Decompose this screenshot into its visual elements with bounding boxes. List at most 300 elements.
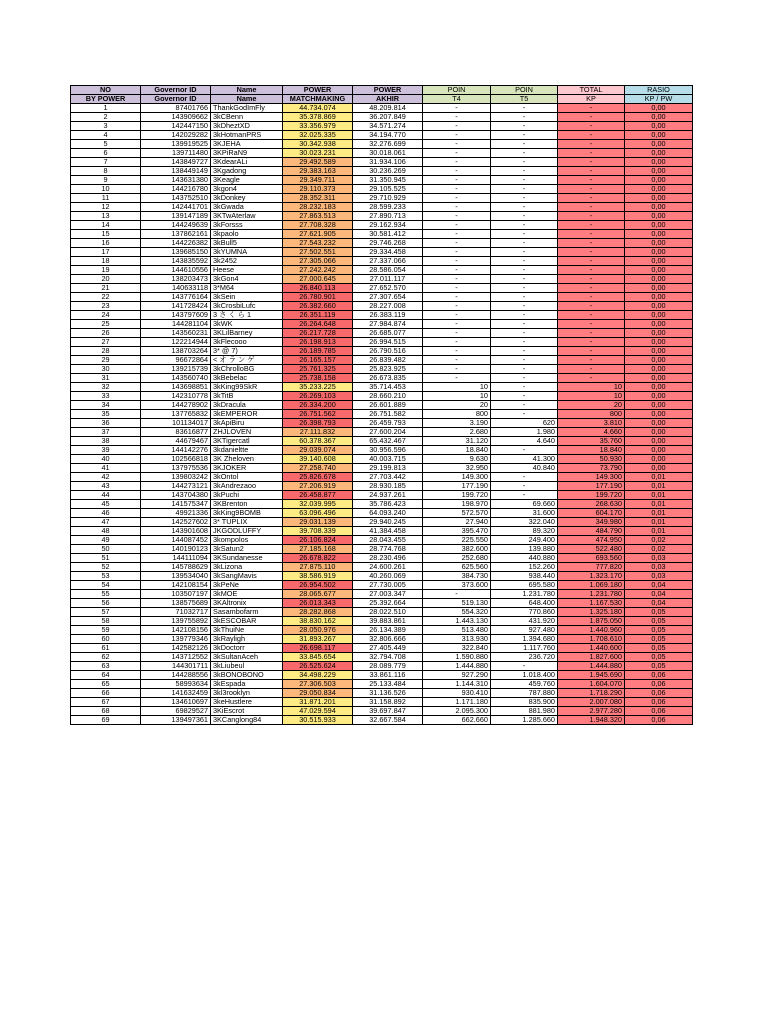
name-cell: 3kHotmanPRS xyxy=(211,131,283,140)
rank-cell: 68 xyxy=(71,707,141,716)
power-matchmaking-cell: 29.349.711 xyxy=(283,176,353,185)
total-kp-cell: - xyxy=(558,374,625,383)
governor-id-cell: 139147189 xyxy=(141,212,211,221)
governor-id-cell: 144226382 xyxy=(141,239,211,248)
governor-id-cell: 145788629 xyxy=(141,563,211,572)
poin-t5-cell: - xyxy=(491,176,558,185)
poin-t4-cell: 149.300 xyxy=(423,473,491,482)
poin-t5-cell: - xyxy=(491,275,558,284)
governor-id-cell: 143909662 xyxy=(141,113,211,122)
table-row xyxy=(71,203,693,212)
name-cell: 3kBull5 xyxy=(211,239,283,248)
name-cell: 3kDracula xyxy=(211,401,283,410)
poin-t4-cell: - xyxy=(423,248,491,257)
rasio-cell: 0,00 xyxy=(625,266,693,275)
rank-cell: 45 xyxy=(71,500,141,509)
total-kp-cell: - xyxy=(558,104,625,113)
rank-cell: 33 xyxy=(71,392,141,401)
poin-t4-cell: 198.970 xyxy=(423,500,491,509)
poin-t4-cell: 313.930 xyxy=(423,635,491,644)
poin-t5-cell: - xyxy=(491,194,558,203)
table-row xyxy=(71,716,693,725)
power-matchmaking-cell: 26.217.728 xyxy=(283,329,353,338)
total-kp-cell: 18.840 xyxy=(558,446,625,455)
table-row xyxy=(71,572,693,581)
name-cell: 3KdearALi xyxy=(211,158,283,167)
power-akhir-cell: 26.601.889 xyxy=(353,401,423,410)
rank-cell: 1 xyxy=(71,104,141,113)
table-row xyxy=(71,302,693,311)
rasio-cell: 0,00 xyxy=(625,149,693,158)
governor-id-cell: 144301711 xyxy=(141,662,211,671)
governor-id-cell: 143712552 xyxy=(141,653,211,662)
rasio-cell: 0,00 xyxy=(625,410,693,419)
power-matchmaking-cell: 28.282.868 xyxy=(283,608,353,617)
name-cell: 3kYUMNA xyxy=(211,248,283,257)
total-kp-cell: - xyxy=(558,131,625,140)
total-kp-cell: 4.660 xyxy=(558,428,625,437)
power-matchmaking-cell: 29.031.139 xyxy=(283,518,353,527)
poin-t5-cell: 236.720 xyxy=(491,653,558,662)
poin-t4-cell: 1.590.880 xyxy=(423,653,491,662)
table-row xyxy=(71,149,693,158)
governor-id-cell: 101134017 xyxy=(141,419,211,428)
poin-t4-cell: 395.470 xyxy=(423,527,491,536)
name-cell: 3kOntol xyxy=(211,473,283,482)
rank-cell: 52 xyxy=(71,563,141,572)
rasio-cell: 0,01 xyxy=(625,482,693,491)
rasio-cell: 0,00 xyxy=(625,329,693,338)
name-cell: 3kKing99SkR xyxy=(211,383,283,392)
rasio-cell: 0,01 xyxy=(625,500,693,509)
table-row xyxy=(71,212,693,221)
name-cell: 3KLilBarney xyxy=(211,329,283,338)
poin-t4-cell: 930.410 xyxy=(423,689,491,698)
poin-t4-cell: - xyxy=(423,140,491,149)
poin-t5-cell: - xyxy=(491,410,558,419)
rasio-cell: 0,00 xyxy=(625,293,693,302)
rank-cell: 56 xyxy=(71,599,141,608)
name-cell: 3kForsss xyxy=(211,221,283,230)
poin-t5-cell: - xyxy=(491,140,558,149)
rank-cell: 9 xyxy=(71,176,141,185)
poin-t4-cell: - xyxy=(423,302,491,311)
power-matchmaking-cell: 26.106.824 xyxy=(283,536,353,545)
table-row xyxy=(71,374,693,383)
power-akhir-cell: 27.405.449 xyxy=(353,644,423,653)
rank-cell: 49 xyxy=(71,536,141,545)
power-akhir-cell: 30.956.596 xyxy=(353,446,423,455)
rasio-cell: 0,00 xyxy=(625,113,693,122)
table-row xyxy=(71,455,693,464)
power-akhir-cell: 25.392.664 xyxy=(353,599,423,608)
power-matchmaking-cell: 38.586.919 xyxy=(283,572,353,581)
name-cell: 3kompolos xyxy=(211,536,283,545)
governor-id-cell: 71032717 xyxy=(141,608,211,617)
power-akhir-cell: 25.133.484 xyxy=(353,680,423,689)
rank-cell: 44 xyxy=(71,491,141,500)
poin-t4-cell: - xyxy=(423,257,491,266)
power-matchmaking-cell: 27.306.503 xyxy=(283,680,353,689)
power-matchmaking-cell: 26.334.200 xyxy=(283,401,353,410)
poin-t4-cell: 252.680 xyxy=(423,554,491,563)
poin-t5-cell: 440.880 xyxy=(491,554,558,563)
total-kp-cell: 1.069.180 xyxy=(558,581,625,590)
total-kp-cell: - xyxy=(558,149,625,158)
total-kp-cell: 777.820 xyxy=(558,563,625,572)
power-matchmaking-cell: 63.096.496 xyxy=(283,509,353,518)
governor-stats-table xyxy=(70,85,693,725)
poin-t5-cell: - xyxy=(491,203,558,212)
poin-t4-cell: 572.570 xyxy=(423,509,491,518)
poin-t4-cell: - xyxy=(423,347,491,356)
poin-t5-cell: - xyxy=(491,401,558,410)
rasio-cell: 0,05 xyxy=(625,662,693,671)
header-matchmaking: MATCHMAKING xyxy=(283,95,353,104)
power-akhir-cell: 26.685.077 xyxy=(353,329,423,338)
rank-cell: 36 xyxy=(71,419,141,428)
table-header xyxy=(71,86,693,104)
poin-t5-cell: 459.760 xyxy=(491,680,558,689)
total-kp-cell: 50.930 xyxy=(558,455,625,464)
total-kp-cell: - xyxy=(558,302,625,311)
poin-t5-cell: 40.840 xyxy=(491,464,558,473)
name-cell: Heese xyxy=(211,266,283,275)
rasio-cell: 0,00 xyxy=(625,446,693,455)
power-matchmaking-cell: 27.621.905 xyxy=(283,230,353,239)
name-cell: 3kMOE xyxy=(211,590,283,599)
governor-id-cell: 102566818 xyxy=(141,455,211,464)
poin-t5-cell: - xyxy=(491,158,558,167)
rasio-cell: 0,05 xyxy=(625,626,693,635)
poin-t4-cell: 519.130 xyxy=(423,599,491,608)
header-t5: T5 xyxy=(491,95,558,104)
rank-cell: 28 xyxy=(71,347,141,356)
poin-t5-cell: 835.900 xyxy=(491,698,558,707)
total-kp-cell: 2.977.280 xyxy=(558,707,625,716)
name-cell: 3kKing9BOMB xyxy=(211,509,283,518)
poin-t4-cell: - xyxy=(423,122,491,131)
poin-t4-cell: 554.320 xyxy=(423,608,491,617)
poin-t5-cell: 881.980 xyxy=(491,707,558,716)
table-row xyxy=(71,401,693,410)
table-row xyxy=(71,239,693,248)
table-row xyxy=(71,491,693,500)
power-akhir-cell: 29.710.929 xyxy=(353,194,423,203)
rank-cell: 51 xyxy=(71,554,141,563)
power-matchmaking-cell: 31.871.201 xyxy=(283,698,353,707)
governor-id-cell: 138203473 xyxy=(141,275,211,284)
table-row xyxy=(71,428,693,437)
table-row xyxy=(71,500,693,509)
table-row xyxy=(71,554,693,563)
power-matchmaking-cell: 28.232.183 xyxy=(283,203,353,212)
power-matchmaking-cell: 31.893.267 xyxy=(283,635,353,644)
poin-t5-cell: - xyxy=(491,329,558,338)
poin-t5-cell: 152.260 xyxy=(491,563,558,572)
rasio-cell: 0,00 xyxy=(625,437,693,446)
rank-cell: 63 xyxy=(71,662,141,671)
poin-t4-cell: 10 xyxy=(423,383,491,392)
power-akhir-cell: 26.459.793 xyxy=(353,419,423,428)
name-cell: 3KCanglong84 xyxy=(211,716,283,725)
poin-t5-cell: 1.018.400 xyxy=(491,671,558,680)
name-cell: 3kGwada xyxy=(211,203,283,212)
table-row xyxy=(71,563,693,572)
governor-id-cell: 139919525 xyxy=(141,140,211,149)
governor-id-cell: 134610697 xyxy=(141,698,211,707)
power-matchmaking-cell: 30.342.938 xyxy=(283,140,353,149)
total-kp-cell: 149.300 xyxy=(558,473,625,482)
governor-id-cell: 144142276 xyxy=(141,446,211,455)
total-kp-cell: 1.708.610 xyxy=(558,635,625,644)
power-akhir-cell: 31.158.892 xyxy=(353,698,423,707)
total-kp-cell: 1.167.530 xyxy=(558,599,625,608)
poin-t5-cell: 927.480 xyxy=(491,626,558,635)
total-kp-cell: 1.875.050 xyxy=(558,617,625,626)
poin-t5-cell: - xyxy=(491,293,558,302)
power-matchmaking-cell: 26.458.877 xyxy=(283,491,353,500)
rank-cell: 61 xyxy=(71,644,141,653)
total-kp-cell: - xyxy=(558,185,625,194)
power-matchmaking-cell: 27.863.513 xyxy=(283,212,353,221)
name-cell: 3KBrenton xyxy=(211,500,283,509)
total-kp-cell: - xyxy=(558,275,625,284)
rank-cell: 11 xyxy=(71,194,141,203)
poin-t4-cell: - xyxy=(423,230,491,239)
table-row xyxy=(71,338,693,347)
power-matchmaking-cell: 29.110.373 xyxy=(283,185,353,194)
total-kp-cell: 199.720 xyxy=(558,491,625,500)
total-kp-cell: 604.170 xyxy=(558,509,625,518)
poin-t4-cell: - xyxy=(423,113,491,122)
poin-t4-cell: - xyxy=(423,275,491,284)
power-matchmaking-cell: 60.378.367 xyxy=(283,437,353,446)
rank-cell: 20 xyxy=(71,275,141,284)
poin-t4-cell: 800 xyxy=(423,410,491,419)
name-cell: 3kDheztXD xyxy=(211,122,283,131)
name-cell: 3kpaolo xyxy=(211,230,283,239)
poin-t5-cell: 1.231.780 xyxy=(491,590,558,599)
rank-cell: 60 xyxy=(71,635,141,644)
power-akhir-cell: 40.260.069 xyxy=(353,572,423,581)
rasio-cell: 0,00 xyxy=(625,185,693,194)
name-cell: 3kPeNe xyxy=(211,581,283,590)
table-row xyxy=(71,527,693,536)
rank-cell: 64 xyxy=(71,671,141,680)
name-cell: 3kTitB xyxy=(211,392,283,401)
total-kp-cell: - xyxy=(558,221,625,230)
poin-t5-cell: 139.880 xyxy=(491,545,558,554)
rasio-cell: 0,00 xyxy=(625,140,693,149)
rasio-cell: 0,04 xyxy=(625,590,693,599)
poin-t5-cell: - xyxy=(491,311,558,320)
governor-id-cell: 141728424 xyxy=(141,302,211,311)
total-kp-cell: - xyxy=(558,203,625,212)
poin-t5-cell: - xyxy=(491,230,558,239)
rank-cell: 66 xyxy=(71,689,141,698)
rasio-cell: 0,06 xyxy=(625,689,693,698)
poin-t5-cell: - xyxy=(491,113,558,122)
name-cell: 3kSatun2 xyxy=(211,545,283,554)
table-row xyxy=(71,320,693,329)
governor-id-cell: 142447150 xyxy=(141,122,211,131)
power-akhir-cell: 28.660.210 xyxy=(353,392,423,401)
table-row xyxy=(71,356,693,365)
poin-t4-cell: 10 xyxy=(423,392,491,401)
power-akhir-cell: 27.890.713 xyxy=(353,212,423,221)
poin-t4-cell: - xyxy=(423,104,491,113)
governor-id-cell: 141632459 xyxy=(141,689,211,698)
rasio-cell: 0,04 xyxy=(625,599,693,608)
power-akhir-cell: 32.667.584 xyxy=(353,716,423,725)
table-row xyxy=(71,617,693,626)
table-row xyxy=(71,257,693,266)
total-kp-cell: 1.718.290 xyxy=(558,689,625,698)
poin-t5-cell: - xyxy=(491,284,558,293)
poin-t4-cell: 20 xyxy=(423,401,491,410)
poin-t4-cell: 1.144.310 xyxy=(423,680,491,689)
rasio-cell: 0,00 xyxy=(625,401,693,410)
total-kp-cell: - xyxy=(558,176,625,185)
power-matchmaking-cell: 28.050.976 xyxy=(283,626,353,635)
total-kp-cell: - xyxy=(558,122,625,131)
governor-id-cell: 142108154 xyxy=(141,581,211,590)
power-akhir-cell: 24.937.261 xyxy=(353,491,423,500)
power-akhir-cell: 28.089.779 xyxy=(353,662,423,671)
poin-t4-cell: 2.680 xyxy=(423,428,491,437)
rasio-cell: 0,00 xyxy=(625,203,693,212)
poin-t4-cell: 513.480 xyxy=(423,626,491,635)
power-akhir-cell: 48.209.814 xyxy=(353,104,423,113)
poin-t5-cell: - xyxy=(491,374,558,383)
rasio-cell: 0,00 xyxy=(625,275,693,284)
rank-cell: 25 xyxy=(71,320,141,329)
rank-cell: 27 xyxy=(71,338,141,347)
power-akhir-cell: 39.883.861 xyxy=(353,617,423,626)
poin-t4-cell: - xyxy=(423,239,491,248)
rank-cell: 39 xyxy=(71,446,141,455)
governor-id-cell: 139534040 xyxy=(141,572,211,581)
rasio-cell: 0,01 xyxy=(625,509,693,518)
power-akhir-cell: 29.162.934 xyxy=(353,221,423,230)
table-row xyxy=(71,347,693,356)
name-cell: 3*M64 xyxy=(211,284,283,293)
power-akhir-cell: 27.011.117 xyxy=(353,275,423,284)
poin-t5-cell: 249.400 xyxy=(491,536,558,545)
table-row xyxy=(71,167,693,176)
name-cell: 3KTigercatl xyxy=(211,437,283,446)
table-row xyxy=(71,104,693,113)
table-row xyxy=(71,581,693,590)
table-row xyxy=(71,284,693,293)
power-akhir-cell: 27.703.442 xyxy=(353,473,423,482)
governor-id-cell: 143704380 xyxy=(141,491,211,500)
table-row xyxy=(71,383,693,392)
rank-cell: 18 xyxy=(71,257,141,266)
name-cell: 3kFlecooo xyxy=(211,338,283,347)
power-matchmaking-cell: 26.198.913 xyxy=(283,338,353,347)
rank-cell: 59 xyxy=(71,626,141,635)
poin-t4-cell: 625.560 xyxy=(423,563,491,572)
table-row xyxy=(71,419,693,428)
rasio-cell: 0,00 xyxy=(625,221,693,230)
total-kp-cell: 1.440.960 xyxy=(558,626,625,635)
governor-id-cell: 144273121 xyxy=(141,482,211,491)
power-matchmaking-cell: 29.039.074 xyxy=(283,446,353,455)
total-kp-cell: 1.948.320 xyxy=(558,716,625,725)
power-akhir-cell: 26.751.582 xyxy=(353,410,423,419)
rasio-cell: 0,01 xyxy=(625,518,693,527)
governor-id-cell: 143901608 xyxy=(141,527,211,536)
table-row xyxy=(71,473,693,482)
governor-id-cell: 143698851 xyxy=(141,383,211,392)
power-matchmaking-cell: 29.492.589 xyxy=(283,158,353,167)
power-matchmaking-cell: 27.258.740 xyxy=(283,464,353,473)
power-matchmaking-cell: 27.000.645 xyxy=(283,275,353,284)
total-kp-cell: 3.810 xyxy=(558,419,625,428)
governor-id-cell: 96672864 xyxy=(141,356,211,365)
power-akhir-cell: 28.930.185 xyxy=(353,482,423,491)
total-kp-cell: 349.980 xyxy=(558,518,625,527)
rasio-cell: 0,03 xyxy=(625,563,693,572)
total-kp-cell: - xyxy=(558,158,625,167)
governor-id-cell: 139215739 xyxy=(141,365,211,374)
rasio-cell: 0,00 xyxy=(625,158,693,167)
power-akhir-cell: 26.839.482 xyxy=(353,356,423,365)
power-akhir-cell: 26.383.119 xyxy=(353,311,423,320)
power-matchmaking-cell: 28.065.677 xyxy=(283,590,353,599)
total-kp-cell: 1.440.600 xyxy=(558,644,625,653)
power-matchmaking-cell: 26.264.648 xyxy=(283,320,353,329)
rank-cell: 32 xyxy=(71,383,141,392)
power-akhir-cell: 27.307.654 xyxy=(353,293,423,302)
power-akhir-cell: 26.134.389 xyxy=(353,626,423,635)
power-matchmaking-cell: 25.738.158 xyxy=(283,374,353,383)
total-kp-cell: 20 xyxy=(558,401,625,410)
total-kp-cell: 177.190 xyxy=(558,482,625,491)
total-kp-cell: - xyxy=(558,194,625,203)
power-matchmaking-cell: 27.185.168 xyxy=(283,545,353,554)
poin-t4-cell: - xyxy=(423,149,491,158)
poin-t4-cell: 199.720 xyxy=(423,491,491,500)
power-matchmaking-cell: 25.826.678 xyxy=(283,473,353,482)
name-cell: 3KAltronix xyxy=(211,599,283,608)
rasio-cell: 0,00 xyxy=(625,383,693,392)
name-cell: 3kl3rooklyn xyxy=(211,689,283,698)
rasio-cell: 0,05 xyxy=(625,653,693,662)
power-matchmaking-cell: 39.140.608 xyxy=(283,455,353,464)
governor-id-cell: 139803242 xyxy=(141,473,211,482)
governor-id-cell: 143849727 xyxy=(141,158,211,167)
table-row xyxy=(71,311,693,320)
rasio-cell: 0,02 xyxy=(625,545,693,554)
rank-cell: 65 xyxy=(71,680,141,689)
governor-id-cell: 143631380 xyxy=(141,176,211,185)
rank-cell: 7 xyxy=(71,158,141,167)
governor-id-cell: 144610556 xyxy=(141,266,211,275)
governor-id-cell: 142029282 xyxy=(141,131,211,140)
total-kp-cell: 522.480 xyxy=(558,545,625,554)
governor-id-cell: 144281104 xyxy=(141,320,211,329)
rasio-cell: 0,00 xyxy=(625,347,693,356)
rasio-cell: 0,00 xyxy=(625,356,693,365)
rasio-cell: 0,03 xyxy=(625,572,693,581)
rasio-cell: 0,06 xyxy=(625,698,693,707)
table-row xyxy=(71,680,693,689)
table-row xyxy=(71,266,693,275)
rank-cell: 34 xyxy=(71,401,141,410)
